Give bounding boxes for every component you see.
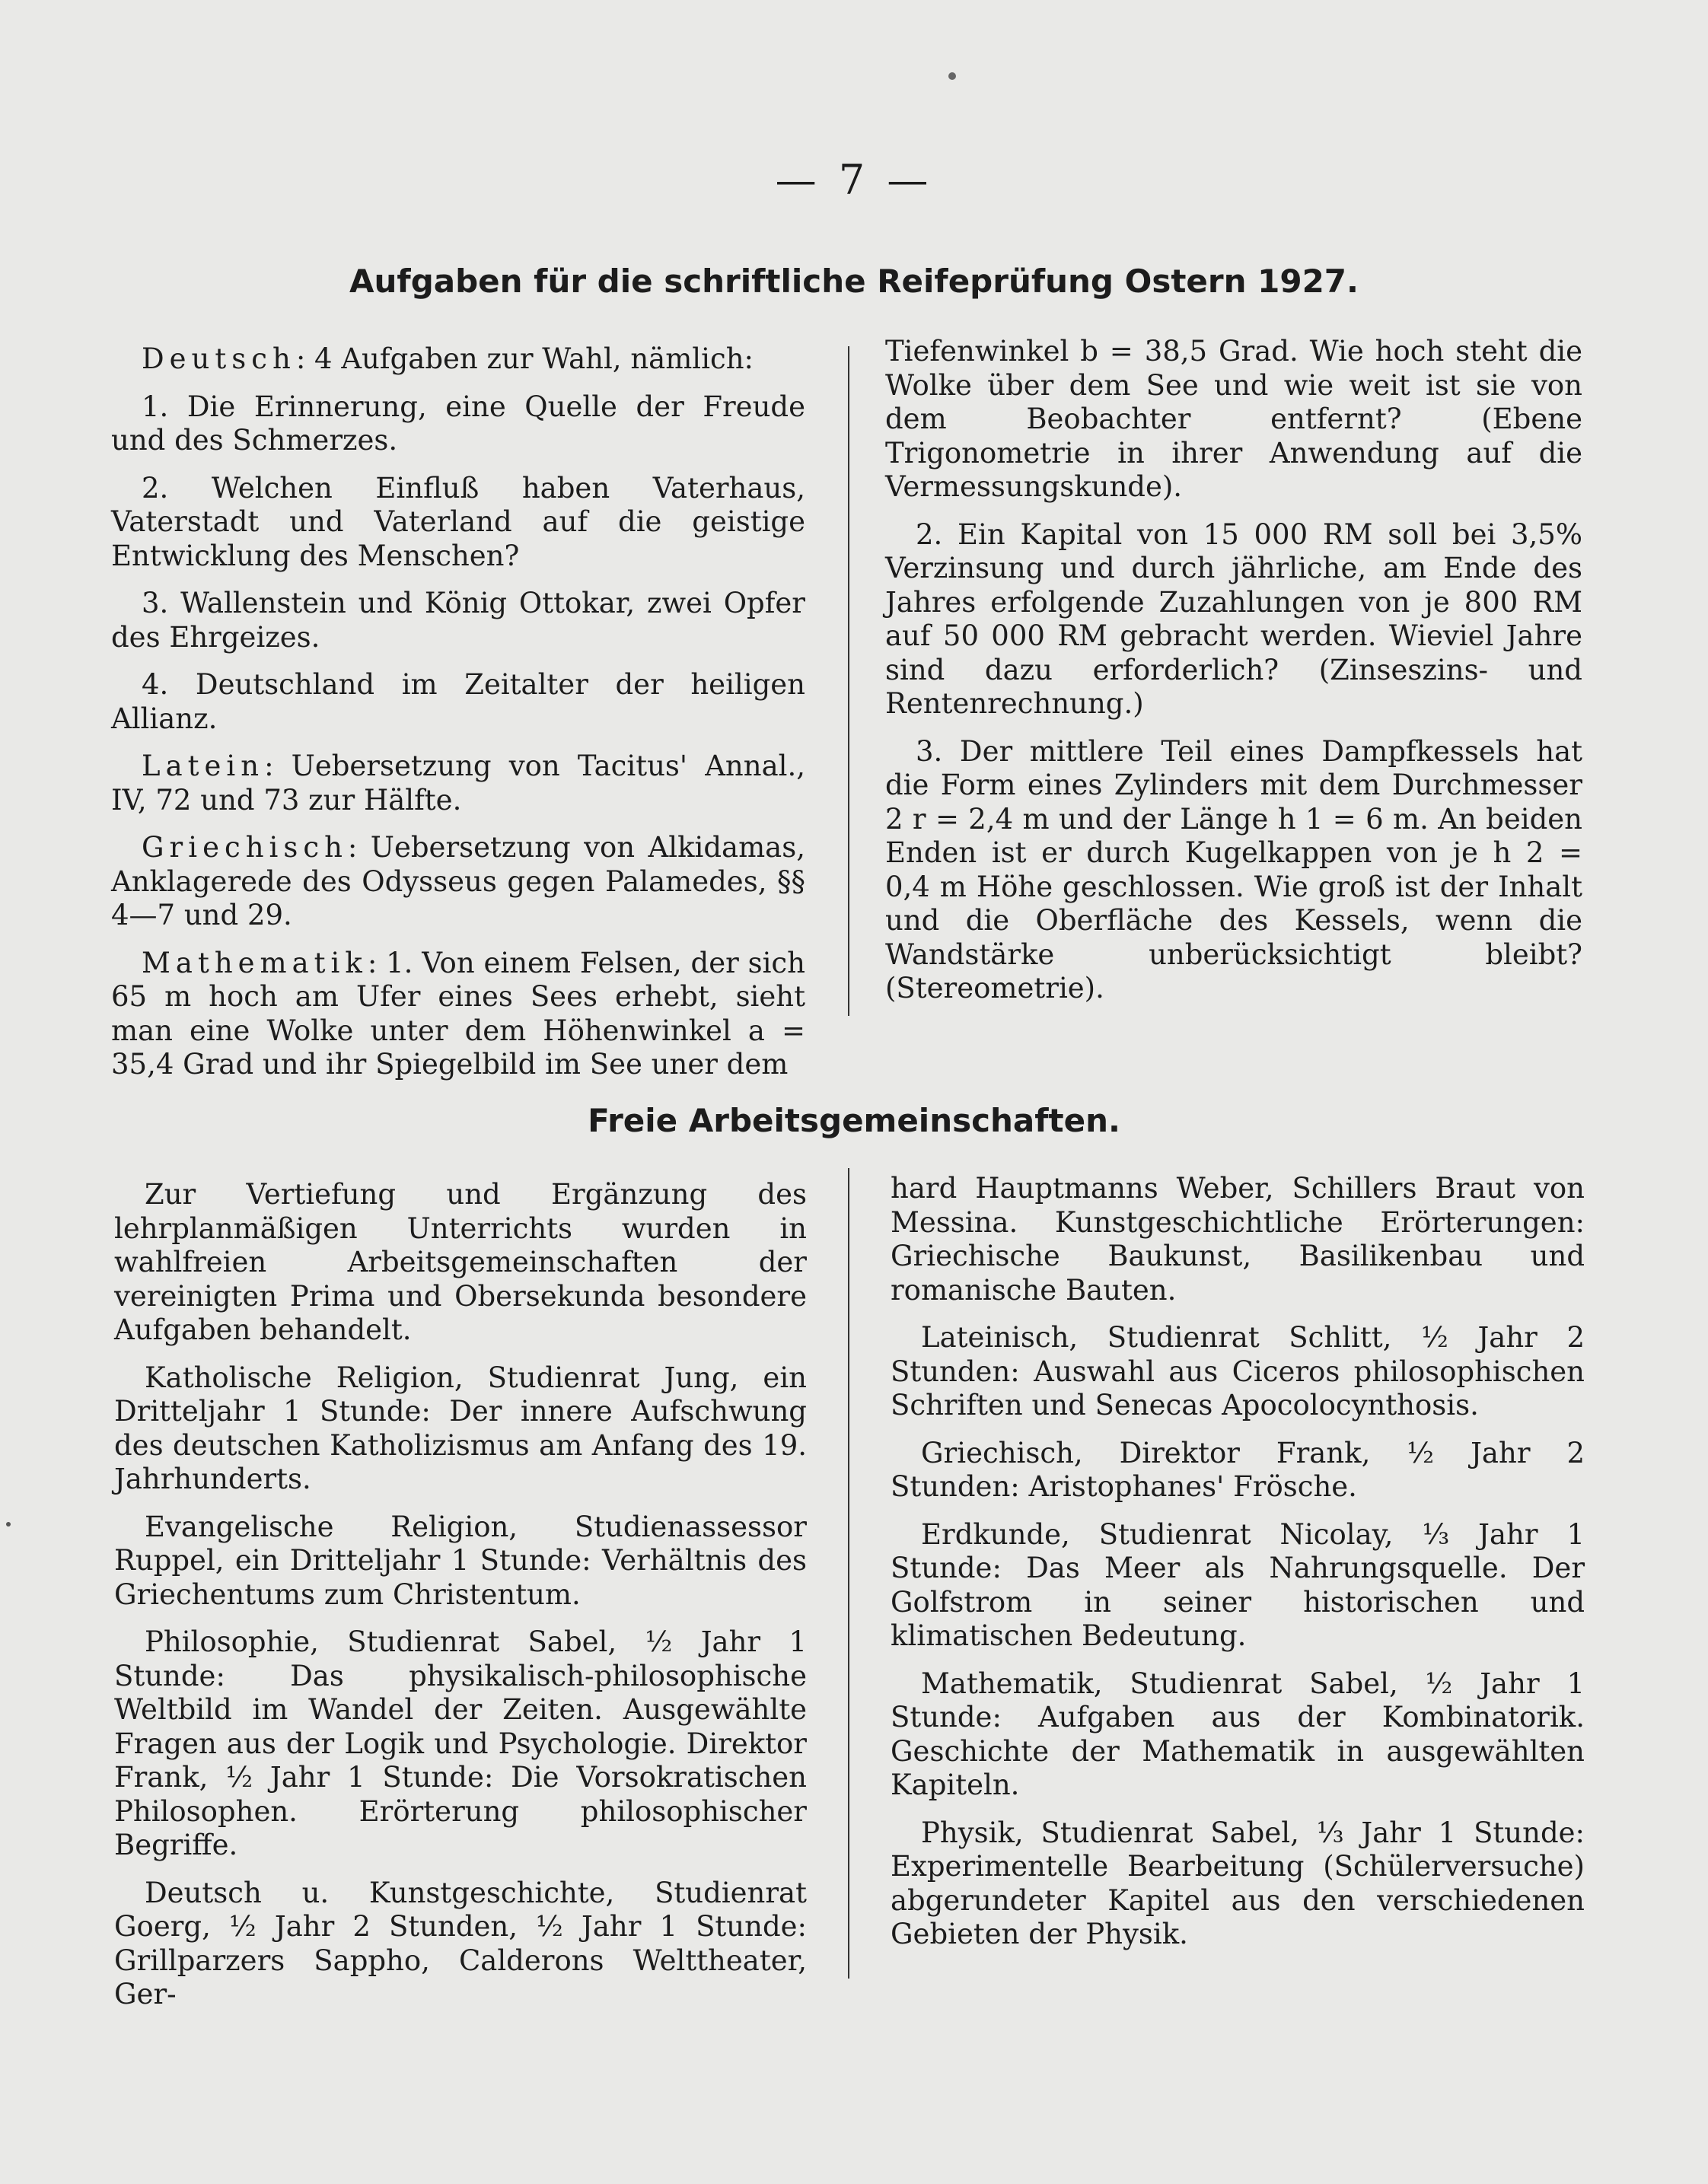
paragraph-text: : 4 Aufgaben zur Wahl, nämlich: bbox=[295, 342, 754, 375]
paragraph-text: : 1. Von einem Felsen, der sich 65 m hoch am Ufer eines Sees erhebt, sieht man eine Wolke unter dem Höhenwinkel a = 35,4 Grad und ihr Spiegelbild im See uner dem bbox=[111, 946, 805, 1081]
paragraph bbox=[891, 1667, 1585, 1803]
paragraph bbox=[891, 1172, 1585, 1307]
paragraph bbox=[114, 1625, 807, 1863]
exam-tasks-left-column bbox=[111, 342, 805, 1096]
paragraph-text: 2. Welchen Einfluß haben Vaterhaus, Vaterstadt und Vaterland auf die geistige Entwicklung des Menschen? bbox=[111, 471, 805, 572]
paragraph bbox=[891, 1437, 1585, 1504]
subject-label: Griechisch bbox=[142, 831, 348, 864]
paragraph-text: Evangelische Religion, Studienassessor Ruppel, ein Dritteljahr 1 Stunde: Verhältnis des Griechentums zum Christentum. bbox=[114, 1510, 807, 1611]
paragraph-text: Katholische Religion, Studienrat Jung, ein Dritteljahr 1 Stunde: Der innere Aufschwung des deutschen Katholizismus am Anfang des 19. Jahrhunderts. bbox=[114, 1361, 807, 1495]
paragraph bbox=[111, 390, 805, 458]
paragraph-text: 4. Deutschland im Zeitalter der heiligen Allianz. bbox=[111, 668, 805, 735]
paragraph bbox=[111, 342, 805, 377]
column-divider bbox=[848, 346, 849, 1016]
paragraph bbox=[114, 1361, 807, 1497]
paragraph-text: Erdkunde, Studienrat Nicolay, ⅓ Jahr 1 Stunde: Das Meer als Nahrungsquelle. Der Golfstrom in seiner historischen und klimatischen Bedeutung. bbox=[891, 1517, 1585, 1652]
page-number: — 7 — bbox=[775, 156, 933, 204]
subject-label: Deutsch bbox=[142, 342, 296, 375]
paragraph-text: 2. Ein Kapital von 15 000 RM soll bei 3,5% Verzinsung und durch jährliche, am Ende des Jahres erfolgende Zuzahlungen von je 800 RM auf 50 000 RM gebracht werden. Wieviel Jahre sind dazu erforderlich? (Zinseszins- und Rentenrechnung.) bbox=[885, 517, 1582, 720]
section-heading-reifepruefung: Aufgaben für die schriftliche Reifeprüfung Ostern 1927. bbox=[349, 263, 1359, 300]
paragraph-text: Zur Vertiefung und Ergänzung des lehrplanmäßigen Unterrichts wurden in wahlfreien Arbeitsgemeinschaften der vereinigten Prima und Obersekunda besondere Aufgaben behandelt. bbox=[114, 1178, 807, 1346]
workgroups-left-column bbox=[114, 1178, 807, 2026]
paragraph bbox=[891, 1321, 1585, 1423]
paragraph-text: hard Hauptmanns Weber, Schillers Braut von Messina. Kunstgeschichtliche Erörterungen: Griechische Baukunst, Basilikenbau und romanische Bauten. bbox=[891, 1172, 1585, 1307]
paragraph bbox=[891, 1816, 1585, 1952]
paragraph-text: : Uebersetzung von Tacitus' Annal., IV, 72 und 73 zur Hälfte. bbox=[111, 750, 805, 817]
column-divider bbox=[848, 1168, 849, 1979]
paragraph-text: Mathematik, Studienrat Sabel, ½ Jahr 1 Stunde: Aufgaben aus der Kombinatorik. Geschichte der Mathematik in ausgewählten Kapiteln. bbox=[891, 1667, 1585, 1801]
paragraph bbox=[885, 518, 1582, 721]
paragraph-text: Physik, Studienrat Sabel, ⅓ Jahr 1 Stunde: Experimentelle Bearbeitung (Schülerversuche) abgerundeter Kapitel aus den verschiedenen Gebieten der Physik. bbox=[891, 1816, 1585, 1950]
paragraph bbox=[885, 735, 1582, 1006]
subject-label: Latein bbox=[142, 750, 265, 782]
section-heading-arbeitsgemeinschaften: Freie Arbeitsgemeinschaften. bbox=[588, 1102, 1120, 1139]
paragraph bbox=[891, 1518, 1585, 1654]
paragraph-text: 3. Wallenstein und König Ottokar, zwei Opfer des Ehrgeizes. bbox=[111, 587, 805, 654]
paragraph bbox=[111, 750, 805, 817]
paragraph bbox=[114, 1511, 807, 1613]
paragraph bbox=[111, 587, 805, 654]
subject-label: Mathematik bbox=[142, 946, 368, 979]
workgroups-right-column bbox=[891, 1172, 1585, 1966]
paragraph bbox=[114, 1877, 807, 2012]
paragraph bbox=[885, 335, 1582, 505]
paragraph bbox=[114, 1178, 807, 1348]
paragraph-text: Philosophie, Studienrat Sabel, ½ Jahr 1 Stunde: Das physikalisch-philosophische Weltbild im Wandel der Zeiten. Ausgewählte Fragen aus der Logik und Psychologie. Direktor Frank, ½ Jahr 1 Stunde: Die Vorsokratischen Philosophen. Erörterung philosophischer Begriffe. bbox=[114, 1625, 807, 1861]
paragraph bbox=[111, 668, 805, 736]
paragraph-text: : Uebersetzung von Alkidamas, Anklagerede des Odysseus gegen Palamedes, §§ 4—7 und 29. bbox=[111, 831, 805, 931]
paragraph bbox=[111, 947, 805, 1082]
paragraph bbox=[111, 472, 805, 574]
paragraph-text: Lateinisch, Studienrat Schlitt, ½ Jahr 2 Stunden: Auswahl aus Ciceros philosophischen Schriften und Senecas Apocolocynthosis. bbox=[891, 1321, 1585, 1422]
exam-tasks-right-column bbox=[885, 335, 1582, 1020]
paragraph-text: Tiefenwinkel b = 38,5 Grad. Wie hoch steht die Wolke über dem See und wie weit ist sie von dem Beobachter entfernt? (Ebene Trigonometrie in ihrer Anwendung auf die Vermessungskunde). bbox=[885, 335, 1582, 503]
paragraph bbox=[111, 831, 805, 933]
paragraph-text: 1. Die Erinnerung, eine Quelle der Freude und des Schmerzes. bbox=[111, 390, 805, 457]
paragraph-text: Deutsch u. Kunstgeschichte, Studienrat Goerg, ½ Jahr 2 Stunden, ½ Jahr 1 Stunde: Grillparzers Sappho, Calderons Welttheater, Ger- bbox=[114, 1876, 807, 2010]
page-mark bbox=[948, 72, 956, 80]
paragraph-text: Griechisch, Direktor Frank, ½ Jahr 2 Stunden: Aristophanes' Frösche. bbox=[891, 1436, 1585, 1503]
page-speck bbox=[6, 1522, 11, 1527]
paragraph-text: 3. Der mittlere Teil eines Dampfkessels hat die Form eines Zylinders mit dem Durchmesser 2 r = 2,4 m und der Länge h 1 = 6 m. An beiden Enden ist er durch Kugelkappen von je h 2 = 0,4 m Höhe geschlossen. Wie groß ist der Inhalt und die Oberfläche des Kessels, wenn die Wandstärke unberücksichtigt bleibt? (Stereometrie). bbox=[885, 734, 1582, 1004]
